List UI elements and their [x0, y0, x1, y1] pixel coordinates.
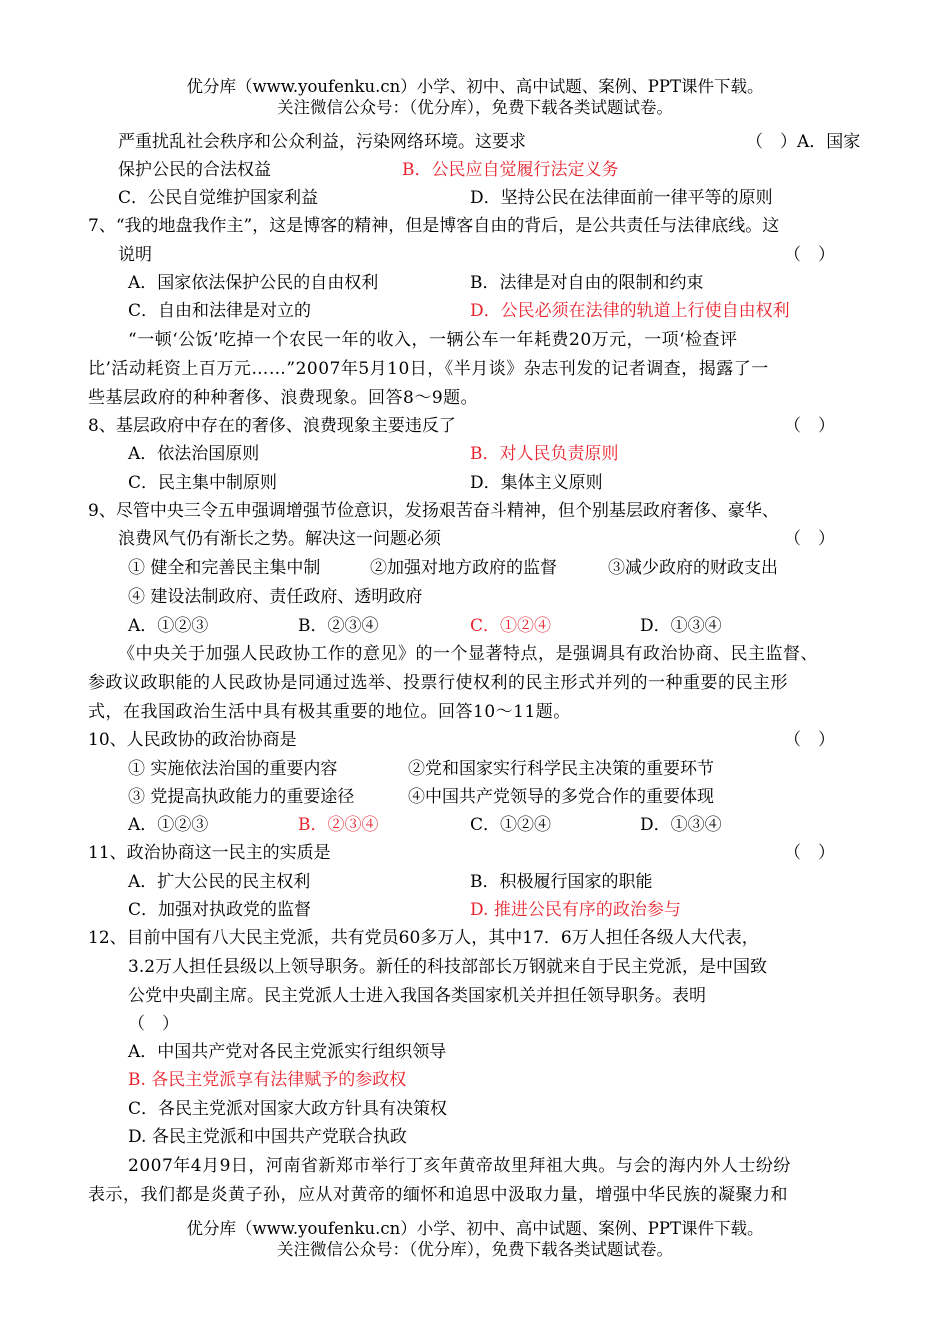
- q9-paren: （ ）: [784, 529, 835, 549]
- q11-paren: （ ）: [784, 843, 835, 863]
- q12-stem-line2: 3.2万人担任县级以上领导职务。新任的科技部部长万钢就来自于民主党派，是中国致: [128, 957, 768, 977]
- q11-option-d: D. 推进公民有序的政治参与: [470, 900, 681, 920]
- q10-option-c: C．①②④: [470, 815, 552, 835]
- q12-paren: （ ）: [128, 1014, 179, 1034]
- page-header-line1: 优分库（www.youfenku.cn）小学、初中、高中试题、案例、PPT课件下载。: [186, 77, 764, 96]
- q10-item-4: ④中国共产党领导的多党合作的重要体现: [408, 787, 714, 807]
- material1-line3: 些基层政府的种种奢侈、浪费现象。回答8～9题。: [88, 388, 479, 408]
- q9-stem-line1: 9、尽管中央三令五申强调增强节俭意识，发扬艰苦奋斗精神，但个别基层政府奢侈、豪华、: [88, 501, 779, 521]
- page-footer-line1: 优分库（www.youfenku.cn）小学、初中、高中试题、案例、PPT课件下载。: [186, 1219, 764, 1238]
- q10-option-d: D．①③④: [640, 815, 722, 835]
- q9-option-a: A．①②③: [128, 616, 209, 636]
- q12-stem-line3: 公党中央副主席。民主党派人士进入我国各类国家机关并担任领导职务。表明: [128, 986, 706, 1006]
- q12-option-b: B. 各民主党派享有法律赋予的参政权: [128, 1070, 407, 1090]
- q11-option-b: B．积极履行国家的职能: [470, 872, 653, 892]
- q10-item-1: ① 实施依法治国的重要内容: [128, 759, 338, 779]
- q12-option-c: C．各民主党派对国家大政方针具有决策权: [128, 1099, 448, 1119]
- material1-line1: “一顿‘公饭’吃掉一个农民一年的收入，一辆公车一年耗费20万元，一项‘检查评: [128, 330, 738, 350]
- q6-option-d: D．坚持公民在法律面前一律平等的原则: [470, 188, 773, 208]
- q6-option-a: 保护公民的合法权益: [118, 160, 271, 180]
- page-header-line2: 关注微信公众号：（优分库），免费下载各类试题试卷。: [277, 98, 673, 117]
- q10-item-3: ③ 党提高执政能力的重要途径: [128, 787, 355, 807]
- q8-option-c: C．民主集中制原则: [128, 473, 278, 493]
- q12-option-a: A．中国共产党对各民主党派实行组织领导: [128, 1042, 447, 1062]
- q6-paren-option-a: （ ）A．国家: [746, 132, 861, 152]
- q9-item-2: ②加强对地方政府的监督: [370, 558, 557, 578]
- q8-option-a: A．依法治国原则: [128, 444, 260, 464]
- q9-item-3: ③减少政府的财政支出: [608, 558, 778, 578]
- material2-line1: 《中央关于加强人民政协工作的意见》的一个显著特点，是强调具有政治协商、民主监督、: [118, 644, 818, 664]
- q12-option-d: D. 各民主党派和中国共产党联合执政: [128, 1127, 407, 1147]
- q9-stem-line2: 浪费风气仍有渐长之势。解决这一问题必须: [118, 529, 441, 549]
- material1-line2: 比’活动耗资上百万元……”2007年5月10日，《半月谈》杂志刊发的记者调查，揭露了一: [88, 359, 769, 379]
- q9-option-b: B．②③④: [298, 616, 379, 636]
- q10-paren: （ ）: [784, 730, 835, 750]
- q9-option-d: D．①③④: [640, 616, 722, 636]
- material3-line1: 2007年4月9日，河南省新郑市举行丁亥年黄帝故里拜祖大典。与会的海内外人士纷纷: [128, 1156, 791, 1176]
- q6-option-c: C．公民自觉维护国家利益: [118, 188, 319, 208]
- q7-option-c: C．自由和法律是对立的: [128, 301, 312, 321]
- q7-stem-line1: 7、“我的地盘我作主”，这是博客的精神，但是博客自由的背后，是公共责任与法律底线。这: [88, 216, 780, 236]
- q9-item-1: ① 健全和完善民主集中制: [128, 558, 321, 578]
- q8-stem: 8、基层政府中存在的奢侈、浪费现象主要违反了: [88, 416, 456, 436]
- q10-stem: 10、人民政协的政治协商是: [88, 730, 297, 750]
- page-footer-line2: 关注微信公众号：（优分库），免费下载各类试题试卷。: [277, 1240, 673, 1259]
- q10-option-b: B．②③④: [298, 815, 379, 835]
- q9-item-4: ④ 建设法制政府、责任政府、透明政府: [128, 587, 423, 607]
- q8-paren: （ ）: [784, 416, 835, 436]
- q7-option-a: A．国家依法保护公民的自由权利: [128, 273, 379, 293]
- material2-line2: 参政议政职能的人民政协是同通过选举、投票行使权利的民主形式并列的一种重要的民主形: [88, 673, 788, 693]
- q7-paren: （ ）: [784, 245, 835, 265]
- material3-line2: 表示，我们都是炎黄子孙，应从对黄帝的缅怀和追思中汲取力量，增强中华民族的凝聚力和: [88, 1185, 788, 1205]
- q6-stem: 严重扰乱社会秩序和公众利益，污染网络环境。这要求: [118, 132, 526, 152]
- q11-option-c: C．加强对执政党的监督: [128, 900, 312, 920]
- q11-stem: 11、政治协商这一民主的实质是: [88, 843, 331, 863]
- q9-option-c: C．①②④: [470, 616, 552, 636]
- q7-option-b: B．法律是对自由的限制和约束: [470, 273, 704, 293]
- q6-option-b: B．公民应自觉履行法定义务: [402, 160, 619, 180]
- q7-stem-line2: 说明: [118, 245, 152, 265]
- q8-option-d: D．集体主义原则: [470, 473, 603, 493]
- q10-option-a: A．①②③: [128, 815, 209, 835]
- q10-item-2: ②党和国家实行科学民主决策的重要环节: [408, 759, 714, 779]
- q7-option-d: D．公民必须在法律的轨道上行使自由权利: [470, 301, 790, 321]
- q8-option-b: B．对人民负责原则: [470, 444, 619, 464]
- q12-stem-line1: 12、目前中国有八大民主党派，共有党员60多万人，其中17．6万人担任各级人大代表，: [88, 928, 759, 948]
- material2-line3: 式，在我国政治生活中具有极其重要的地位。回答10～11题。: [88, 702, 571, 722]
- q11-option-a: A．扩大公民的民主权利: [128, 872, 311, 892]
